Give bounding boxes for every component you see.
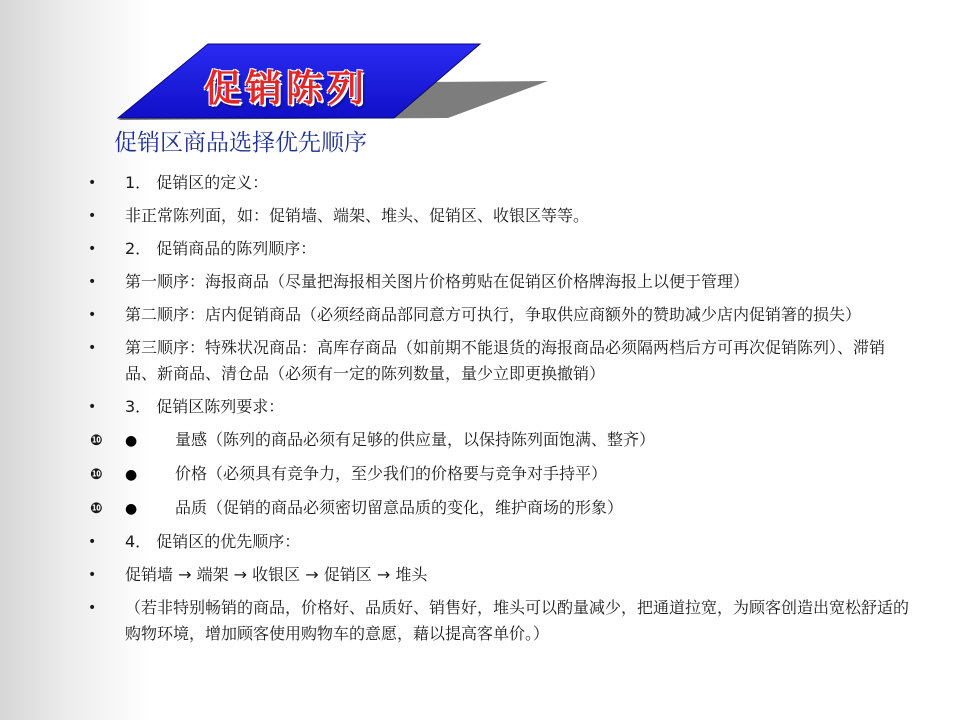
list-item-text: 第三顺序：特殊状况商品：高库存商品（如前期不能退货的海报商品必须隔两档后方可再次促销陈列）、滞销品、新商品、清仓品（必须有一定的陈列数量，量少立即更换撤销） (125, 338, 886, 383)
list-item-text: （若非特别畅销的商品，价格好、品质好、销售好，堆头可以酌量减少，把通道拉宽，为顾客创造出宽松舒适的购物环境，增加顾客使用购物车的意愿，藉以提高客单价。） (125, 598, 910, 643)
bullet-marker: • (88, 241, 97, 257)
list-item-text: 价格（必须具有竞争力，至少我们的价格要与竞争对手持平） (175, 464, 608, 483)
list-item (0, 394, 960, 420)
list-item (0, 529, 960, 555)
bullet-marker: • (88, 208, 97, 224)
list-item-text: 第二顺序：店内促销商品（必须经商品部同意方可执行，争取供应商额外的赞助减少店内促销箸的损失） (125, 305, 862, 324)
circled-number-icon: ❿ (90, 499, 103, 517)
list-item (0, 495, 960, 522)
list-item-text: 3． 促销区陈列要求： (125, 397, 285, 416)
bullet-marker: • (88, 399, 97, 415)
list-item (0, 461, 960, 488)
list-item-text: 促销墙 → 端架 → 收银区 → 促销区 → 堆头 (125, 565, 428, 584)
list-item-text: 量感（陈列的商品必须有足够的供应量，以保持陈列面饱满、整齐） (175, 430, 656, 449)
section-subtitle: 促销区商品选择优先顺序 (114, 130, 367, 156)
dot-bullet-icon: ● (125, 467, 138, 483)
bullet-marker: • (88, 307, 97, 323)
bullet-marker: • (88, 340, 97, 356)
dot-bullet-icon: ● (125, 433, 138, 449)
bullet-marker: • (88, 274, 97, 290)
list-item (0, 236, 960, 262)
bullet-marker: • (88, 567, 97, 583)
bullet-marker: • (88, 175, 97, 191)
list-item (0, 562, 960, 588)
list-item-text: 1． 促销区的定义： (125, 173, 269, 192)
circled-number-icon: ❿ (90, 431, 103, 449)
list-item-text: 第一顺序：海报商品（尽量把海报相关图片价格剪贴在促销区价格牌海报上以便于管理） (125, 272, 750, 291)
bullet-list (0, 170, 960, 654)
title-banner (0, 0, 960, 130)
list-item (0, 335, 960, 387)
list-item (0, 170, 960, 196)
banner-title: 促销陈列 (204, 66, 368, 110)
list-item-text: 4． 促销区的优先顺序： (125, 532, 301, 551)
bullet-marker: • (88, 600, 97, 616)
list-item (0, 269, 960, 295)
dot-bullet-icon: ● (125, 501, 138, 517)
list-item (0, 203, 960, 229)
list-item-text: 品质（促销的商品必须密切留意品质的变化，维护商场的形象） (175, 498, 624, 517)
circled-number-icon: ❿ (90, 465, 103, 483)
list-item (0, 595, 960, 647)
list-item-text: 非正常陈列面，如：促销墙、端架、堆头、促销区、收银区等等。 (125, 206, 590, 225)
bullet-marker: • (88, 534, 97, 550)
list-item-text: 2． 促销商品的陈列顺序： (125, 239, 317, 258)
list-item (0, 302, 960, 328)
list-item (0, 427, 960, 454)
